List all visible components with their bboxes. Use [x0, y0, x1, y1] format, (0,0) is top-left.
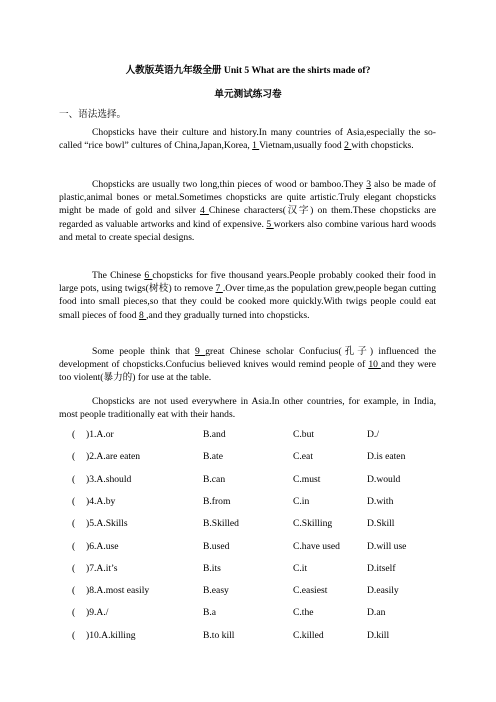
passage-paragraph-1 [59, 126, 436, 152]
question-row [72, 429, 432, 443]
question-option-b: B.can [203, 473, 226, 485]
answer-paren: ( [72, 518, 76, 530]
passage-paragraph-4 [59, 345, 436, 385]
question-option-c: C.eat [293, 451, 313, 463]
question-row [72, 496, 432, 510]
question-option-a: )2.A.are eaten [86, 451, 141, 463]
question-option-a: )8.A.most easily [86, 585, 150, 597]
question-option-b: B.Skilled [203, 518, 239, 530]
question-option-d: D.kill [367, 629, 390, 641]
passage-paragraph-5 [59, 395, 436, 421]
passage-text: also be made of plastic,animal bones or metal.Sometimes chopsticks are quite artistic.Truly elegant chopsticks might be made of gold and silver [59, 179, 436, 217]
question-option-c: C.must [293, 473, 321, 485]
answer-blank: 1 [252, 140, 260, 152]
passage-text: and they were too violent(暴力的) for use at the table. [59, 359, 436, 384]
question-option-c: C.the [293, 607, 314, 619]
answer-paren: ( [72, 585, 76, 597]
passage-text: ,and they gradually turned into chopsticks. [146, 309, 310, 321]
answer-blank: 7 [215, 283, 223, 295]
question-option-c: C.Skilling [293, 518, 333, 530]
question-row [72, 585, 432, 599]
question-row [72, 451, 432, 465]
question-option-c: C.in [293, 495, 310, 507]
answer-blank: 4 [200, 205, 209, 217]
passage-text: Chinese characters(汉字) on them.These chopsticks are regarded as valuable artworks and kind of expensive. [59, 205, 436, 230]
question-row [72, 563, 432, 577]
question-option-b: B.from [203, 495, 231, 507]
question-option-a: )9.A./ [86, 607, 109, 619]
question-row [72, 541, 432, 555]
question-option-d: D.is eaten [367, 451, 406, 463]
question-option-a: )3.A.should [86, 473, 132, 485]
passage-text: with chopsticks. [351, 140, 414, 152]
question-option-b: B.and [203, 429, 226, 440]
answer-paren: ( [72, 495, 76, 507]
passage-text: Vietnam,usually food [259, 140, 345, 152]
question-option-c: C.but [293, 429, 315, 440]
question-option-d: D.would [367, 473, 401, 485]
question-option-b: B.a [203, 607, 217, 619]
passage-paragraph-3 [59, 269, 436, 322]
question-option-a: )7.A.it’s [86, 562, 118, 574]
question-option-a: )10.A.killing [86, 629, 136, 641]
answer-paren: ( [72, 607, 76, 619]
passage-paragraph-2 [59, 178, 436, 244]
answer-blank: 5 [266, 218, 274, 230]
section-heading: 一、语法选择。 [59, 109, 127, 120]
answer-blank: 2 [344, 140, 352, 152]
passage-text: Chopsticks are usually two long,thin pieces of wood or bamboo.They [92, 179, 367, 190]
question-option-d: D.itself [367, 562, 396, 574]
document-title: 人教版英语九年级全册 Unit 5 What are the shirts made of? [125, 65, 371, 76]
question-option-d: D.with [367, 495, 394, 507]
passage-text: chopsticks for five thousand years.People probably cooked their food in large pots, using twigs(树枝) to remove [59, 270, 436, 295]
question-option-c: C.killed [293, 629, 324, 641]
answer-blank: 6 [144, 270, 153, 281]
answer-blank: 8 [138, 309, 147, 321]
question-option-d: D./ [367, 429, 379, 440]
question-row [72, 518, 432, 532]
question-option-b: B.used [203, 540, 230, 552]
passage-text: Some people think that [92, 346, 196, 357]
question-option-a: )1.A.or [86, 429, 114, 440]
answer-paren: ( [72, 562, 76, 574]
passage-text: great Chinese scholar Confucius(孔子) influenced the development of chopsticks.Confucius believed knives would remind people of [59, 346, 436, 371]
question-option-b: B.to kill [203, 629, 235, 641]
answer-blank: 3 [366, 179, 372, 190]
question-option-b: B.ate [203, 451, 223, 463]
answer-paren: ( [72, 540, 76, 552]
answer-paren: ( [72, 629, 76, 641]
passage-text: Chopsticks have their culture and history.In many countries of Asia,especially the so-called “rice bowl” cultures of China,Japan,Korea, [59, 127, 436, 152]
passage-text: Chopsticks are not used everywhere in Asia.In other countries, for example, in India, most people traditionally eat with their hands. [59, 396, 436, 421]
question-row [72, 474, 432, 488]
answer-blank: 9 [195, 346, 206, 357]
passage-text: .Over time,as the population grew,people began cutting food into small pieces,so that they could be cooked more quickly.With twigs people could eat small pieces of food [59, 283, 436, 321]
answer-paren: ( [72, 451, 76, 463]
question-option-a: )4.A.by [86, 495, 116, 507]
answer-blank: 10 [368, 359, 381, 371]
answer-paren: ( [72, 429, 76, 440]
passage-text: The Chinese [92, 270, 145, 281]
question-option-b: B.easy [203, 585, 229, 597]
question-option-a: )5.A.Skills [86, 518, 128, 530]
question-row [72, 630, 432, 644]
question-option-d: D.easily [367, 585, 399, 597]
question-option-d: D.Skill [367, 518, 395, 530]
question-option-c: C.have used [293, 540, 340, 552]
question-option-b: B.its [203, 562, 221, 574]
question-option-c: C.it [293, 562, 308, 574]
question-option-d: D.an [367, 607, 386, 619]
answer-paren: ( [72, 473, 76, 485]
question-option-d: D.will use [367, 540, 407, 552]
document-subtitle: 单元测试练习卷 [214, 89, 282, 100]
question-row [72, 607, 432, 621]
question-option-c: C.easiest [293, 585, 328, 597]
question-option-a: )6.A.use [86, 540, 119, 552]
passage-text: workers also combine various hard woods and metal to create special designs. [59, 218, 436, 243]
